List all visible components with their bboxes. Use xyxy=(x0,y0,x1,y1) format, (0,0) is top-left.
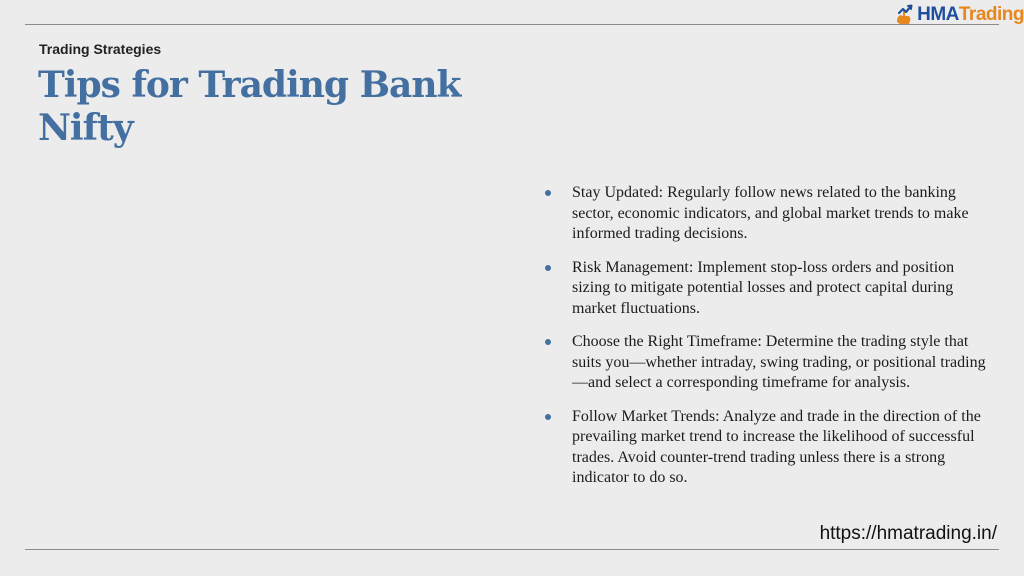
tip-text: Follow Market Trends: Analyze and trade in the direction of the prevailing market trend to increase the likelihood of successful trades. Avoid counter-trend trading unless there is a strong indicator to do so. xyxy=(572,407,981,486)
list-item xyxy=(545,183,995,245)
tip-text: Stay Updated: Regularly follow news related to the banking sector, economic indicators, and global market trends to make informed trading decisions. xyxy=(572,184,969,242)
list-item xyxy=(545,407,995,489)
bullet-dot-icon xyxy=(545,190,551,196)
list-item xyxy=(545,332,995,394)
logo-text-trading: Trading xyxy=(958,4,1024,25)
bottom-divider xyxy=(25,549,999,550)
tips-list xyxy=(545,183,995,502)
list-item xyxy=(545,258,995,320)
bullet-dot-icon xyxy=(545,414,551,420)
bullet-dot-icon xyxy=(545,265,551,271)
tip-text: Risk Management: Implement stop-loss orders and position sizing to mitigate potential losses and protect capital during market fluctuations. xyxy=(572,258,955,317)
top-divider xyxy=(25,24,999,25)
page-title: Tips for Trading Bank Nifty xyxy=(38,64,461,149)
tip-text: Choose the Right Timeframe: Determine the trading style that suits you—whether intraday, swing trading, or positional trading—and select a corresponding timeframe for analysis. xyxy=(572,333,986,391)
hand-chart-icon xyxy=(894,4,914,26)
section-label: Trading Strategies xyxy=(39,41,162,57)
hma-trading-logo[interactable] xyxy=(894,2,1024,28)
bullet-dot-icon xyxy=(545,339,551,345)
logo-text-hma: HMA xyxy=(917,4,959,25)
website-link[interactable]: https://hmatrading.in/ xyxy=(819,523,997,544)
